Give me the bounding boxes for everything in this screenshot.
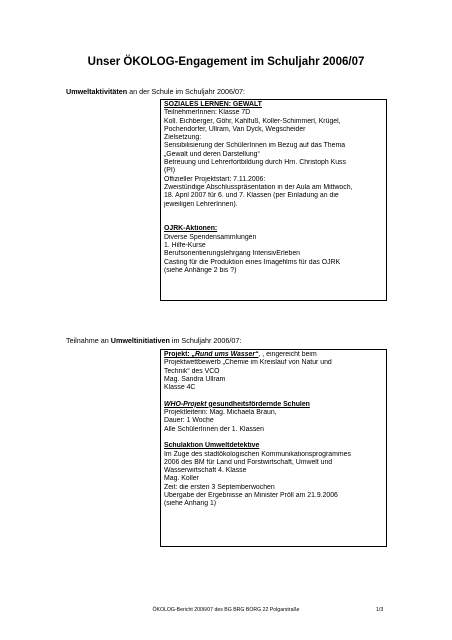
box-line: Zweistündige Abschlusspräsentation in der Aula am Mittwoch, [164,183,353,191]
box-line: Alle SchülerInnen der 1. Klassen [164,425,264,433]
project-label: Projekt: [164,351,192,358]
initiatives-box [160,349,387,547]
box-line: Übergabe der Ergebnisse an Minister Pröll am 21.9.2006 [164,492,338,500]
who-project-label: WHO-Projekt [164,400,207,408]
box-line: Betreuung und Lehrerfortbildung durch Hrn. Christoph Kuss [164,159,346,167]
box-line: Koll. Eichberger, Göhr, Kahlfuß, Koller-Schimmerl, Krügel, [164,117,341,125]
page-title: Unser ÖKOLOG-Engagement im Schuljahr 2006/07 [87,56,365,68]
box-line: (siehe Anhänge 2 bis ?) [164,266,237,274]
box-line: Zeit: die ersten 3 Septemberwochen [164,483,275,491]
box-line: 2006 des BM für Land und Forstwirtschaft, Umwelt und [164,458,333,466]
who-project-title: gesundheitsfördernde Schulen [206,400,310,408]
box-line: Berufsorientierungslehrgang IntensivErleben [164,250,300,258]
box-heading-social-learning: SOZIALES LERNEN: GEWALT [164,101,262,108]
section-intro-pre: Teilnahme an [66,336,111,345]
box-line: Dauer: 1 Woche [164,417,214,425]
footer-text: ÖKOLOG-Bericht 2006/07 des BG BRG BORG 22 Polgarstraße [152,607,300,613]
section-intro-initiatives [66,336,241,345]
project-title: „Rund ums Wasser“ [191,351,259,358]
section-intro-bold: Umweltinitiativen [110,336,170,345]
box-line: Pochendorfer, Ullram, Van Dyck, Wegscheider [164,125,306,133]
section-intro-text: an der Schule im Schuljahr 2006/07: [127,87,245,96]
box-line: „Gewalt und deren Darstellung“ [164,150,260,158]
box-heading-ojrk: ÖJRK-Aktionen: [164,225,218,233]
box-line: 1. Hilfe-Kurse [164,242,206,250]
box-line: Zielsetzung: [164,134,202,142]
box-line: (siehe Anhang 1) [164,500,217,508]
box-line: Im Zuge des stadtökologischen Kommunikationsprogrammes [164,450,351,458]
box-line: Wasserwirtschaft 4. Klasse [164,467,247,475]
box-line: Casting für die Produktion eines Imagefilms für das ÖJRK [164,258,341,266]
box-line: Projektleiterin: Mag. Michaela Braun, [164,409,277,417]
box-line: jeweiligen LehrerInnen). [164,200,238,208]
section-intro-bold: Umweltaktivitäten [66,87,128,96]
box-line: Technik“ des VCÖ [164,367,220,375]
box-heading-detectives: Schulaktion Umweltdetektive [164,442,260,450]
project-rest: , , eingereicht beim [258,351,317,358]
page-number: 1/3 [376,607,384,613]
box-line: Projektwettbewerb „Chemie im Kreislauf von Natur und [164,359,332,367]
section-intro-environment [66,87,245,96]
social-learning-box [160,99,387,301]
box-line: Sensibilisierung der SchülerInnen im Bezug auf das Thema [164,142,346,150]
box-line: (PI) [164,167,176,175]
box-line: Mag. Koller [164,475,199,483]
box-line: Diverse Spendensammlungen [164,233,257,241]
section-intro-text: im Schuljahr 2006/07: [169,336,242,345]
box-line: Klasse 4C [164,384,196,392]
box-line: Offizieller Projektstart: 7.11.2006: [164,175,266,183]
box-line: Mag. Sandra Ullram [164,375,226,383]
box-line: TeilnehmerInnen: Klasse 7D [164,109,251,117]
box-line: 18. April 2007 für 6. und 7. Klassen (per Einladung an die [164,192,339,200]
